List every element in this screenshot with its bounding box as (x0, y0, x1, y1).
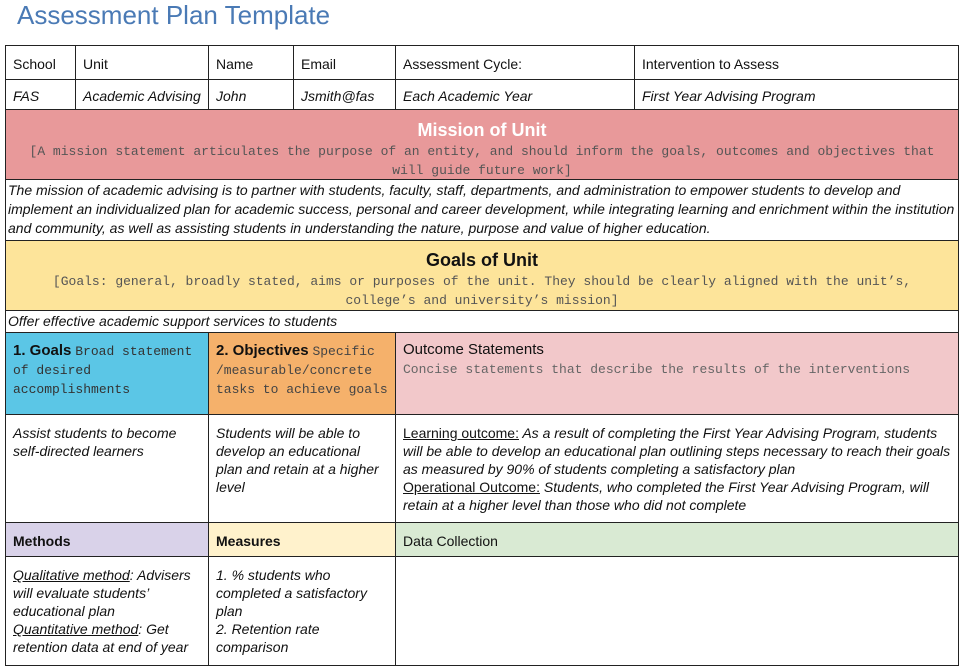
mission-banner (5, 109, 959, 180)
measure-1: 1. % students who completed a satisfactory plan (216, 567, 367, 619)
operational-outcome-text: Students, who completed the First Year Advising Program, will retain at a higher level than those who did not complete (403, 479, 930, 513)
info-value-school: FAS (5, 79, 76, 110)
outcomes-column-header (395, 332, 959, 415)
outcome-statements (395, 414, 959, 523)
page-title: Assessment Plan Template (17, 0, 331, 30)
objectives-column-header (208, 332, 396, 415)
goals-unit-heading: Goals of Unit (426, 250, 538, 270)
qualitative-method-label: Qualitative method (13, 567, 130, 583)
learning-outcome-label: Learning outcome: (403, 425, 519, 441)
learning-outcome-text: As a result of completing the First Year Advising Program, students will be able to develop an educational plan outlining steps necessary to reach their goals as measured by 90% of students completing a satisfactory plan (403, 425, 951, 477)
quantitative-method-label: Quantitative method (13, 621, 139, 637)
quantitative-method-text: : Get retention data at end of year (13, 621, 189, 655)
goals-column-label: 1. Goals (13, 342, 72, 359)
info-value-email: Jsmith@fas (293, 79, 396, 110)
methods-text (5, 556, 209, 666)
goals-unit-banner (5, 240, 959, 311)
outcomes-column-hint: Concise statements that describe the results of the interventions (403, 362, 911, 377)
measures-text (208, 556, 396, 666)
data-collection-header: Data Collection (395, 522, 959, 557)
goal-text: Assist students to become self-directed learners (5, 414, 209, 523)
info-header-unit: Unit (75, 45, 209, 80)
info-value-unit: Academic Advising (75, 79, 209, 110)
goals-column-header (5, 332, 209, 415)
outcomes-column-label: Outcome Statements (403, 341, 544, 358)
goals-unit-hint: [Goals: general, broadly stated, aims or purposes of the unit. They should be clearly aligned with the unit’s, college’s and university’s mission] (52, 274, 912, 308)
operational-outcome-label: Operational Outcome: (403, 479, 540, 495)
measures-header: Measures (208, 522, 396, 557)
info-header-name: Name (208, 45, 294, 80)
info-value-intervention: First Year Advising Program (634, 79, 959, 110)
mission-hint: [A mission statement articulates the purpose of an entity, and should inform the goals, outcomes and objectives that will guide future work] (29, 144, 935, 178)
goals-unit-text: Offer effective academic support services to students (5, 310, 959, 333)
methods-header: Methods (5, 522, 209, 557)
info-header-cycle: Assessment Cycle: (395, 45, 635, 80)
objectives-column-label: 2. Objectives (216, 342, 309, 359)
info-value-cycle: Each Academic Year (395, 79, 635, 110)
qualitative-method-text: : Advisers will evaluate students’ educational plan (13, 567, 191, 619)
info-header-intervention: Intervention to Assess (634, 45, 959, 80)
mission-heading: Mission of Unit (417, 120, 547, 140)
measure-2: 2. Retention rate comparison (216, 621, 320, 655)
objectives-column-hint: Specific /measurable/concrete tasks to achieve goals (216, 344, 388, 397)
data-collection-cell (395, 556, 959, 666)
goals-column-hint: Broad statement of desired accomplishments (13, 344, 193, 397)
info-value-name: John (208, 79, 294, 110)
objective-text: Students will be able to develop an educational plan and retain at a higher level (208, 414, 396, 523)
info-header-school: School (5, 45, 76, 80)
info-header-email: Email (293, 45, 396, 80)
mission-text: The mission of academic advising is to partner with students, faculty, staff, departments, and administration to empower students to develop and implement an individualized plan for academic success, personal and career development, while integrating learning and enrichment within the institution and community, as well as assisting students in understanding the nature, purpose and value of higher education. (5, 179, 959, 241)
